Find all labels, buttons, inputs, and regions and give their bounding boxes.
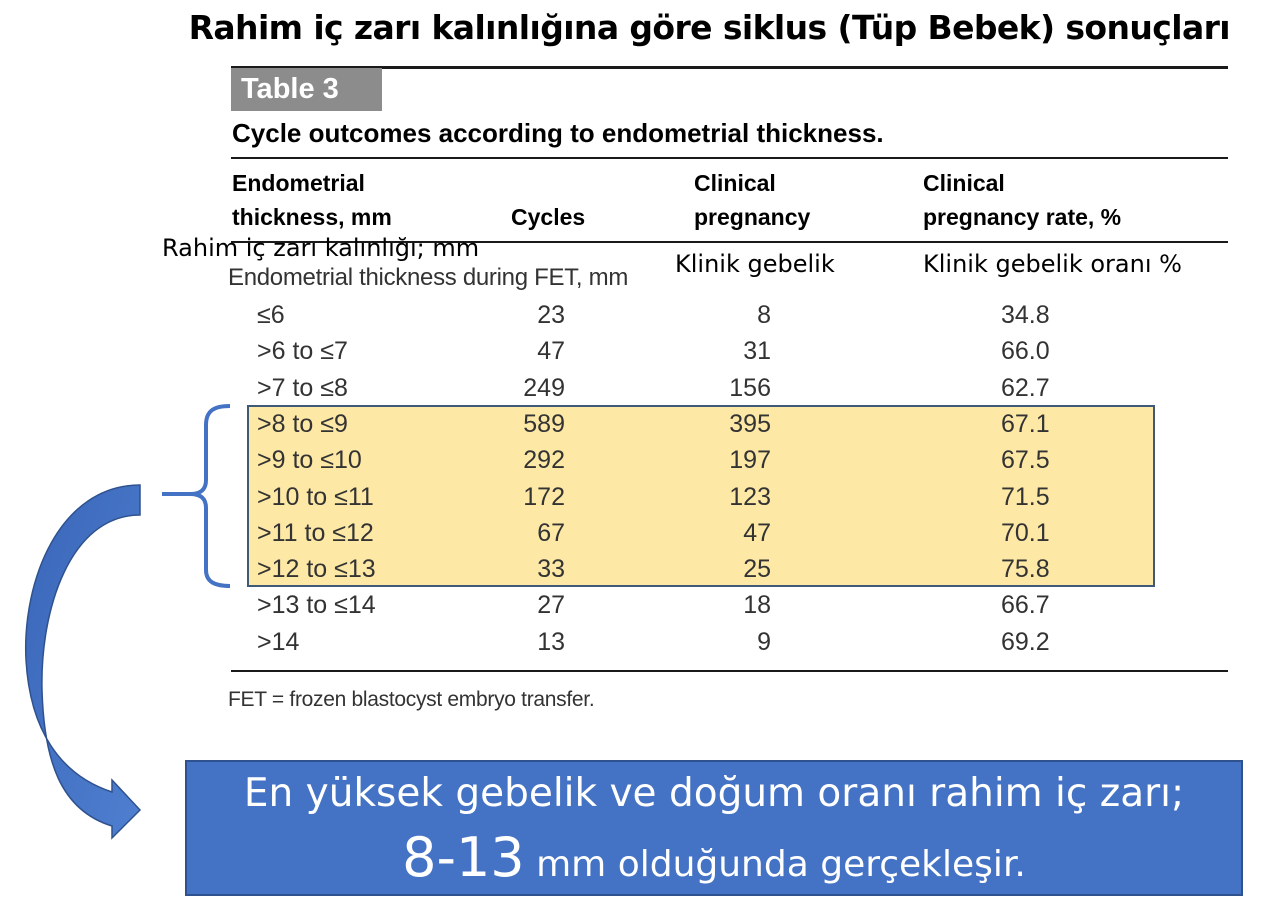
- cell-range: >8 to ≤9: [257, 409, 348, 438]
- header-cycles: Cycles: [511, 204, 586, 230]
- cell-range: >6 to ≤7: [257, 337, 348, 366]
- cell-pregnancy: 123: [729, 482, 771, 511]
- cell-range: >12 to ≤13: [257, 555, 376, 584]
- curved-arrow-body: [26, 485, 140, 838]
- cell-rate: 67.5: [1001, 446, 1050, 475]
- table-bottom-rule: [231, 670, 1228, 672]
- cell-range: ≤6: [257, 301, 285, 329]
- cell-pregnancy: 197: [729, 446, 771, 475]
- table-label: Table 3: [231, 68, 382, 111]
- slide-title: Rahim iç zarı kalınlığına göre siklus (Tüp Bebek) sonuçları: [188, 8, 1230, 47]
- cell-rate: 66.0: [1001, 337, 1050, 366]
- cell-cycles: 13: [537, 627, 565, 656]
- table-caption: Cycle outcomes according to endometrial thickness.: [232, 118, 884, 148]
- conclusion-range: 8-13: [402, 826, 525, 889]
- header-thickness: Endometrial thickness, mm: [232, 170, 392, 230]
- cell-cycles: 23: [537, 301, 565, 329]
- cell-pregnancy: 25: [743, 555, 771, 584]
- translation-pregnancy: Klinik gebelik: [675, 250, 835, 278]
- cell-range: >7 to ≤8: [257, 373, 348, 402]
- cell-cycles: 67: [537, 518, 565, 547]
- cell-range: >10 to ≤11: [257, 482, 374, 511]
- conclusion-banner: [185, 760, 1243, 896]
- cell-rate: 66.7: [1001, 591, 1050, 620]
- cell-rate: 75.8: [1001, 555, 1050, 584]
- cell-rate: 67.1: [1001, 409, 1050, 438]
- cell-cycles: 33: [537, 555, 565, 584]
- header-pregnancy: Clinical pregnancy: [694, 170, 811, 230]
- cell-range: >9 to ≤10: [257, 446, 362, 475]
- conclusion-line-2-text: mm olduğunda gerçekleşir.: [524, 844, 1026, 885]
- cell-pregnancy: 8: [757, 301, 771, 329]
- header-rate: Clinical pregnancy rate, %: [923, 170, 1122, 230]
- cell-rate: 62.7: [1001, 373, 1050, 402]
- cell-rate: 71.5: [1001, 482, 1050, 511]
- cell-rate: 70.1: [1001, 518, 1050, 547]
- cell-cycles: 172: [523, 482, 565, 511]
- translation-thickness: Rahim iç zarı kalınlığı; mm: [162, 234, 480, 262]
- cell-pregnancy: 156: [729, 373, 771, 402]
- cell-rate: 34.8: [1001, 301, 1050, 329]
- cell-range: >11 to ≤12: [257, 518, 374, 547]
- cell-pregnancy: 47: [743, 518, 771, 547]
- caption-rule: [231, 157, 1228, 159]
- translation-rate: Klinik gebelik oranı %: [923, 250, 1182, 278]
- table-footnote: FET = frozen blastocyst embryo transfer.: [228, 688, 595, 711]
- cell-rate: 69.2: [1001, 627, 1050, 656]
- cell-pregnancy: 18: [743, 591, 771, 620]
- cell-pregnancy: 395: [729, 409, 771, 438]
- cell-cycles: 249: [523, 373, 565, 402]
- cell-range: >14: [257, 627, 300, 656]
- conclusion-line-2: [187, 824, 1241, 899]
- cell-pregnancy: 31: [743, 337, 771, 366]
- cell-cycles: 47: [537, 337, 565, 366]
- cell-cycles: 27: [537, 591, 565, 620]
- conclusion-line-1: En yüksek gebelik ve doğum oranı rahim iç zarı;: [243, 771, 1185, 816]
- cell-cycles: 589: [523, 409, 565, 438]
- cell-range: >13 to ≤14: [257, 591, 376, 620]
- cell-cycles: 292: [523, 446, 565, 475]
- cell-pregnancy: 9: [757, 627, 771, 656]
- table-subheader: Endometrial thickness during FET, mm: [228, 264, 629, 291]
- bracket-icon: [162, 406, 230, 586]
